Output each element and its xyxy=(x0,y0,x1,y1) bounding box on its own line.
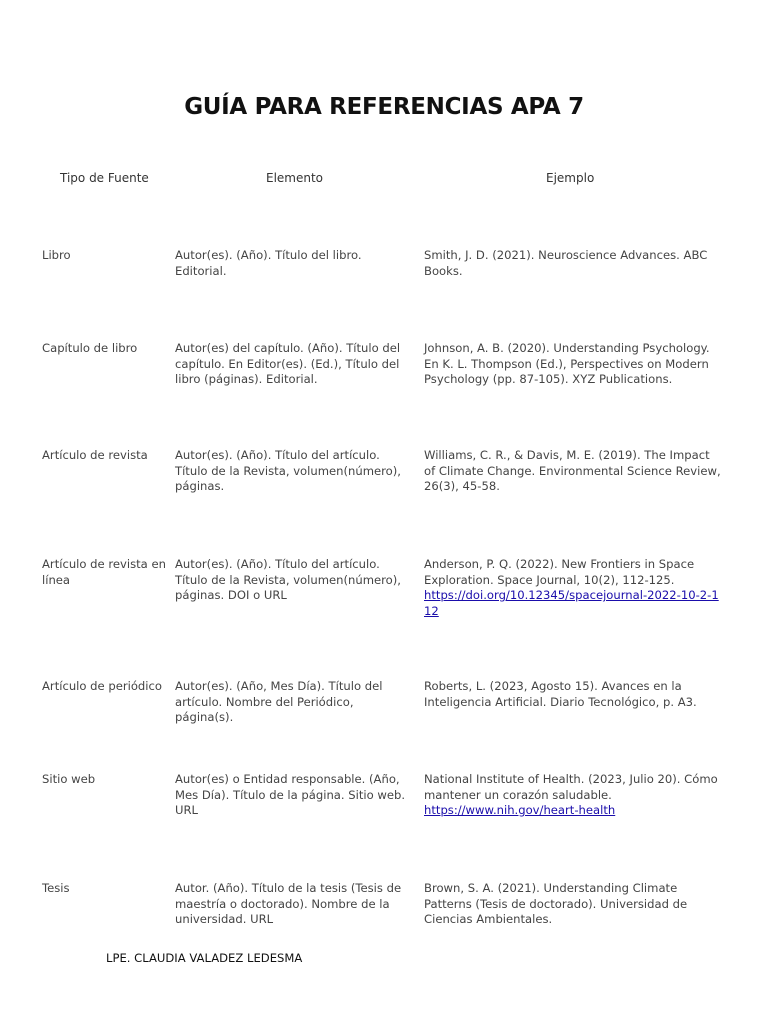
cell-elemento: Autor(es). (Año). Título del libro. Editorial. xyxy=(175,248,362,278)
cell-elemento: Autor(es) o Entidad responsable. (Año, Mes Día). Título de la página. Sitio web. URL xyxy=(175,772,406,817)
cell-elemento: Autor(es) del capítulo. (Año). Título del capítulo. En Editor(es). (Ed.), Título del libro (páginas). Editorial. xyxy=(175,341,401,386)
cell-tipo: Artículo de revista en línea xyxy=(42,557,166,587)
column-header-ejemplo: Ejemplo xyxy=(546,171,595,185)
example-text: Johnson, A. B. (2020). Understanding Psychology. En K. L. Thompson (Ed.), Perspectives on Modern Psychology (pp. 87-105). XYZ Publications. xyxy=(424,341,710,386)
cell-elemento: Autor(es). (Año, Mes Día). Título del artículo. Nombre del Periódico, página(s). xyxy=(175,679,383,724)
cell-ejemplo xyxy=(424,448,724,495)
column-header-tipo: Tipo de Fuente xyxy=(60,171,149,185)
page-title: GUÍA PARA REFERENCIAS APA 7 xyxy=(184,94,584,120)
url-link[interactable]: https://www.nih.gov/heart-health xyxy=(424,803,616,817)
cell-tipo: Libro xyxy=(42,248,71,262)
column-header-elemento: Elemento xyxy=(266,171,324,185)
author-footer: LPE. CLAUDIA VALADEZ LEDESMA xyxy=(106,951,303,965)
cell-tipo: Artículo de periódico xyxy=(42,679,162,693)
cell-ejemplo xyxy=(424,679,724,710)
cell-tipo: Artículo de revista xyxy=(42,448,148,462)
example-text: Brown, S. A. (2021). Understanding Climate Patterns (Tesis de doctorado). Universidad de Ciencias Ambientales. xyxy=(424,881,688,926)
cell-ejemplo xyxy=(424,881,724,928)
cell-ejemplo xyxy=(424,772,724,819)
cell-ejemplo xyxy=(424,341,724,388)
example-text: Williams, C. R., & Davis, M. E. (2019). The Impact of Climate Change. Environmental Science Review, 26(3), 45-58. xyxy=(424,448,721,493)
cell-ejemplo xyxy=(424,248,724,279)
example-text: National Institute of Health. (2023, Julio 20). Cómo mantener un corazón saludable. xyxy=(424,772,718,802)
example-text: Smith, J. D. (2021). Neuroscience Advances. ABC Books. xyxy=(424,248,708,278)
cell-tipo: Capítulo de libro xyxy=(42,341,138,355)
doi-link[interactable]: https://doi.org/10.12345/spacejournal-2022-10-2-112 xyxy=(424,588,719,618)
cell-tipo: Sitio web xyxy=(42,772,96,786)
cell-elemento: Autor(es). (Año). Título del artículo. Título de la Revista, volumen(número), páginas. xyxy=(175,448,401,493)
example-text: Anderson, P. Q. (2022). New Frontiers in Space Exploration. Space Journal, 10(2), 112-125. xyxy=(424,557,695,587)
cell-elemento: Autor. (Año). Título de la tesis (Tesis de maestría o doctorado). Nombre de la universidad. URL xyxy=(175,881,402,926)
cell-ejemplo xyxy=(424,557,724,619)
cell-elemento: Autor(es). (Año). Título del artículo. Título de la Revista, volumen(número), páginas. DOI o URL xyxy=(175,557,401,602)
example-text: Roberts, L. (2023, Agosto 15). Avances en la Inteligencia Artificial. Diario Tecnológico, p. A3. xyxy=(424,679,697,709)
cell-tipo: Tesis xyxy=(42,881,70,895)
